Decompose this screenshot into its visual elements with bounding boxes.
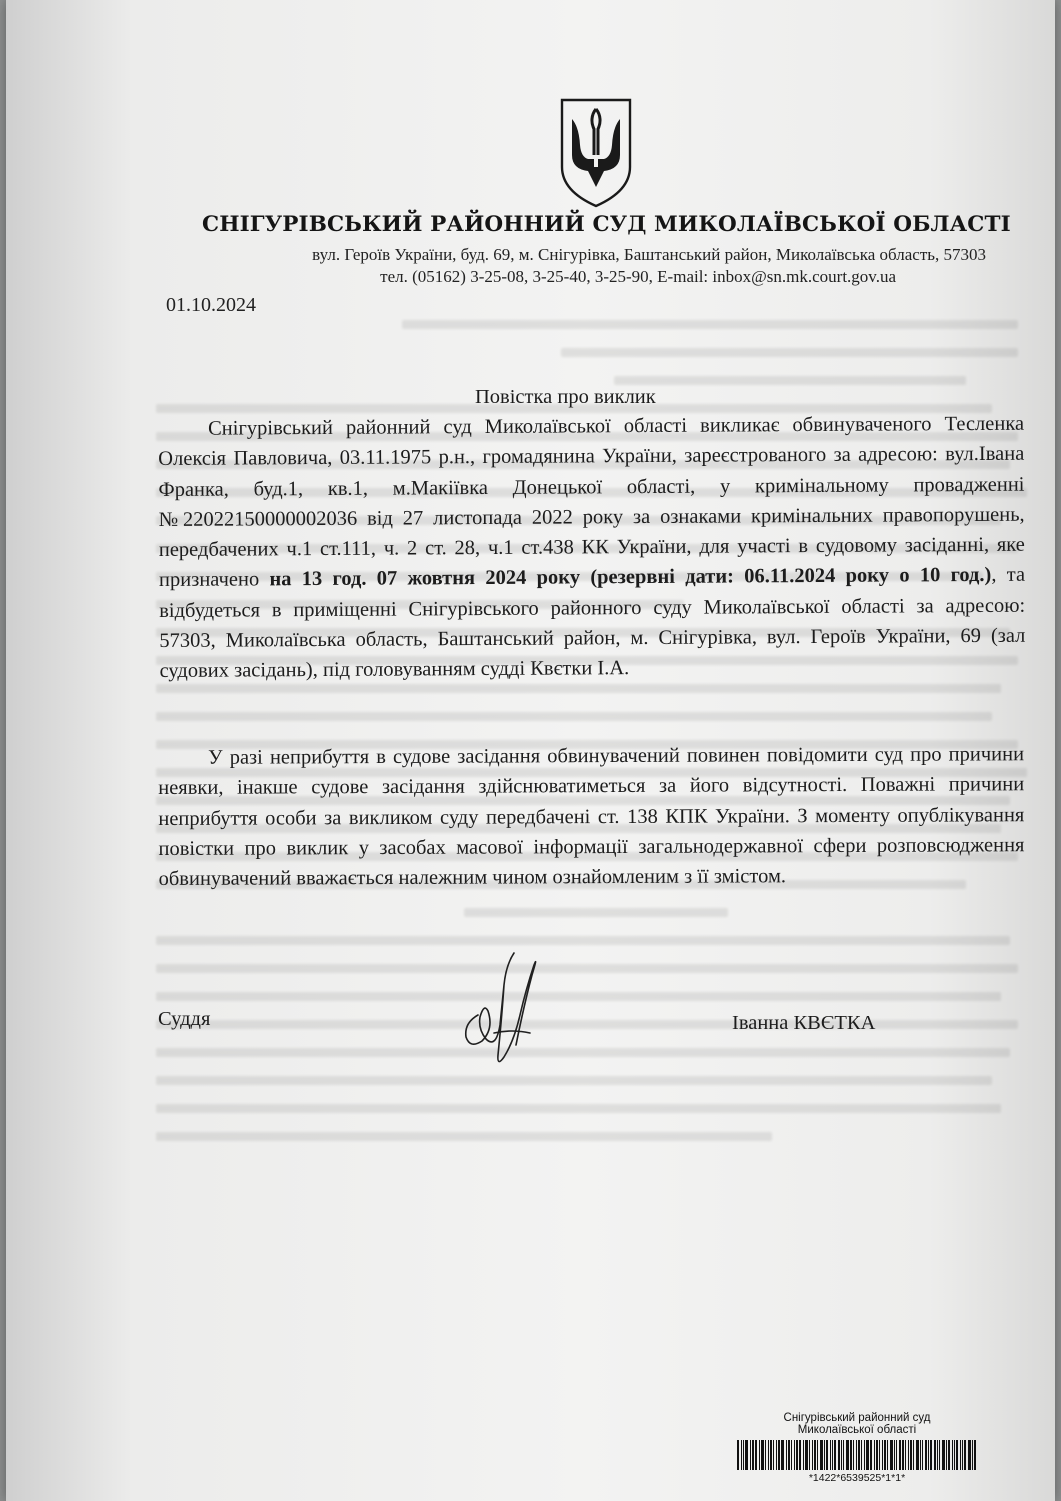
barcode-bar [916,1440,919,1470]
barcode-bar [884,1440,886,1470]
barcode-bar [745,1440,748,1470]
barcode-bar [803,1440,804,1470]
barcode-bar [853,1440,854,1470]
barcode-bar [968,1440,971,1470]
barcode-bar [741,1440,742,1470]
barcode-bar [928,1440,929,1470]
barcode-bar [832,1440,833,1470]
barcode-bar [930,1440,932,1470]
barcode-bar [902,1440,904,1470]
document-title: Повістка про виклик [475,386,656,408]
court-name: СНІГУРІВСЬКИЙ РАЙОННИЙ СУД МИКОЛАЇВСЬКОЇ ОБЛАСТІ [202,212,1011,237]
barcode [692,1440,1022,1470]
barcode-bar [809,1440,810,1470]
barcode-bar [794,1440,795,1470]
barcode-bar [820,1440,823,1470]
barcode-bar [858,1440,860,1470]
barcode-bar [920,1440,921,1470]
barcode-bar [939,1440,940,1470]
barcode-bar [954,1440,955,1470]
barcode-bar [948,1440,950,1470]
trident-emblem-icon [558,97,634,209]
handwritten-signature [434,945,574,1075]
document-date: 01.10.2024 [166,294,256,316]
barcode-bar [922,1440,923,1470]
barcode-bar [925,1440,927,1470]
barcode-bar [773,1440,774,1470]
barcode-bar [750,1440,751,1470]
barcode-bar [805,1440,808,1470]
barcode-bar [752,1440,754,1470]
barcode-bar [786,1440,787,1470]
barcode-bar [894,1440,895,1470]
barcode-bar [838,1440,840,1470]
barcode-bar [972,1440,973,1470]
barcode-bar [937,1440,938,1470]
barcode-bar [896,1440,897,1470]
barcode-bar [755,1440,757,1470]
court-contacts: тел. (05162) 3-25-08, 3-25-40, 3-25-90, E-mail: inbox@sn.mk.court.gov.ua [380,267,896,286]
barcode-bar [864,1440,865,1470]
barcode-bar [870,1440,872,1470]
barcode-bar [964,1440,966,1470]
barcode-bar [876,1440,878,1470]
barcode-bar [791,1440,792,1470]
barcode-bar [830,1440,831,1470]
barcode-bar [956,1440,958,1470]
barcode-bar [861,1440,862,1470]
barcode-bar [946,1440,947,1470]
barcode-bar [874,1440,875,1470]
barcode-bar [759,1440,760,1470]
barcode-bar [826,1440,828,1470]
document-page [6,0,1055,1501]
registry-stamp [692,1412,1022,1484]
barcode-bar [942,1440,945,1470]
court-address: вул. Героїв України, буд. 69, м. Снігурівка, Баштанський район, Миколаївська область, 57303 [312,245,986,264]
barcode-bar [843,1440,844,1470]
barcode-bar [781,1440,784,1470]
barcode-bar [899,1440,901,1470]
barcode-bar [879,1440,880,1470]
barcode-bar [799,1440,801,1470]
stamp-court-line2: Миколаївської області [797,1424,917,1436]
summons-text-part2: , та відбудеться в приміщенні Снігурівського районного суду Миколаївської області за адресою: 57303, Миколаївська область, Баштанський район, м. Снігурівка, вул. Героїв України, 69 (зал судових засідань), під головуванням судді Квєтки І.А. [159,564,1026,683]
barcode-bar [908,1440,909,1470]
barcode-bar [856,1440,857,1470]
barcode-bar [866,1440,869,1470]
barcode-bar [737,1440,739,1470]
barcode-bar [841,1440,842,1470]
barcode-bar [934,1440,936,1470]
barcode-bar [960,1440,961,1470]
barcode-bar [776,1440,777,1470]
barcode-bar [778,1440,780,1470]
stamp-court-line1: Снігурівський районний суд [783,1412,931,1424]
barcode-bar [850,1440,852,1470]
barcode-bar [788,1440,790,1470]
barcode-bar [887,1440,888,1470]
barcode-digits: *1422*6539525*1*1* [808,1472,906,1484]
hearing-date-text: на 13 год. 07 жовтня 2024 року (резервні дати: 06.11.2024 року о 10 год.) [269,564,992,591]
barcode-bar [796,1440,798,1470]
barcode-bar [882,1440,883,1470]
barcode-bar [846,1440,849,1470]
barcode-bar [768,1440,769,1470]
absence-text: У разі неприбуття в судове засідання обвинувачений повинен повідомити суд про причини неявки, інакше судове засідання здійснюватиметься за його відсутності. Поважні причини неприбуття особи за викликом суду передбачені ст. 138 КПК України. З моменту опублікування повістки про виклик у засобах масової інформації загальнодержавної сфери розповсюдження обвинувачений вважається належним чином ознайомленим з її змістом. [158,743,1025,891]
barcode-bar [814,1440,816,1470]
judge-label: Суддя [158,1008,211,1030]
barcode-bar [761,1440,764,1470]
summons-paragraph [158,409,1026,687]
barcode-bar [765,1440,766,1470]
summons-text-part1: Снігурівський районний суд Миколаївської області викликає обвинуваченого Тесленка Олексія Павловича, 03.11.1975 р.н., громадянина України, зареєстрованого за адресою: вул.Івана Франка, буд.1, кв.1, м.Макіївка Донецької області, у кримінальному провадженні №22022150000002036 від 27 листопада 2022 року за ознаками кримінальних правопорушень, передбачених ч.1 ст.111, ч. 2 ст. 28, ч.1 ст.438 КК України, для участі в судовому засіданні, яке призначено [158,412,1025,592]
barcode-bar [913,1440,914,1470]
barcode-bar [974,1440,976,1470]
barcode-bar [910,1440,912,1470]
absence-paragraph [158,739,1025,894]
barcode-bar [962,1440,963,1470]
barcode-bar [824,1440,825,1470]
barcode-bar [905,1440,906,1470]
barcode-bar [812,1440,813,1470]
barcode-bar [890,1440,893,1470]
barcode-bar [952,1440,953,1470]
barcode-bar [834,1440,836,1470]
barcode-bar [770,1440,772,1470]
barcode-bar [817,1440,818,1470]
barcode-bar [743,1440,744,1470]
judge-name: Іванна КВЄТКА [732,1012,876,1034]
